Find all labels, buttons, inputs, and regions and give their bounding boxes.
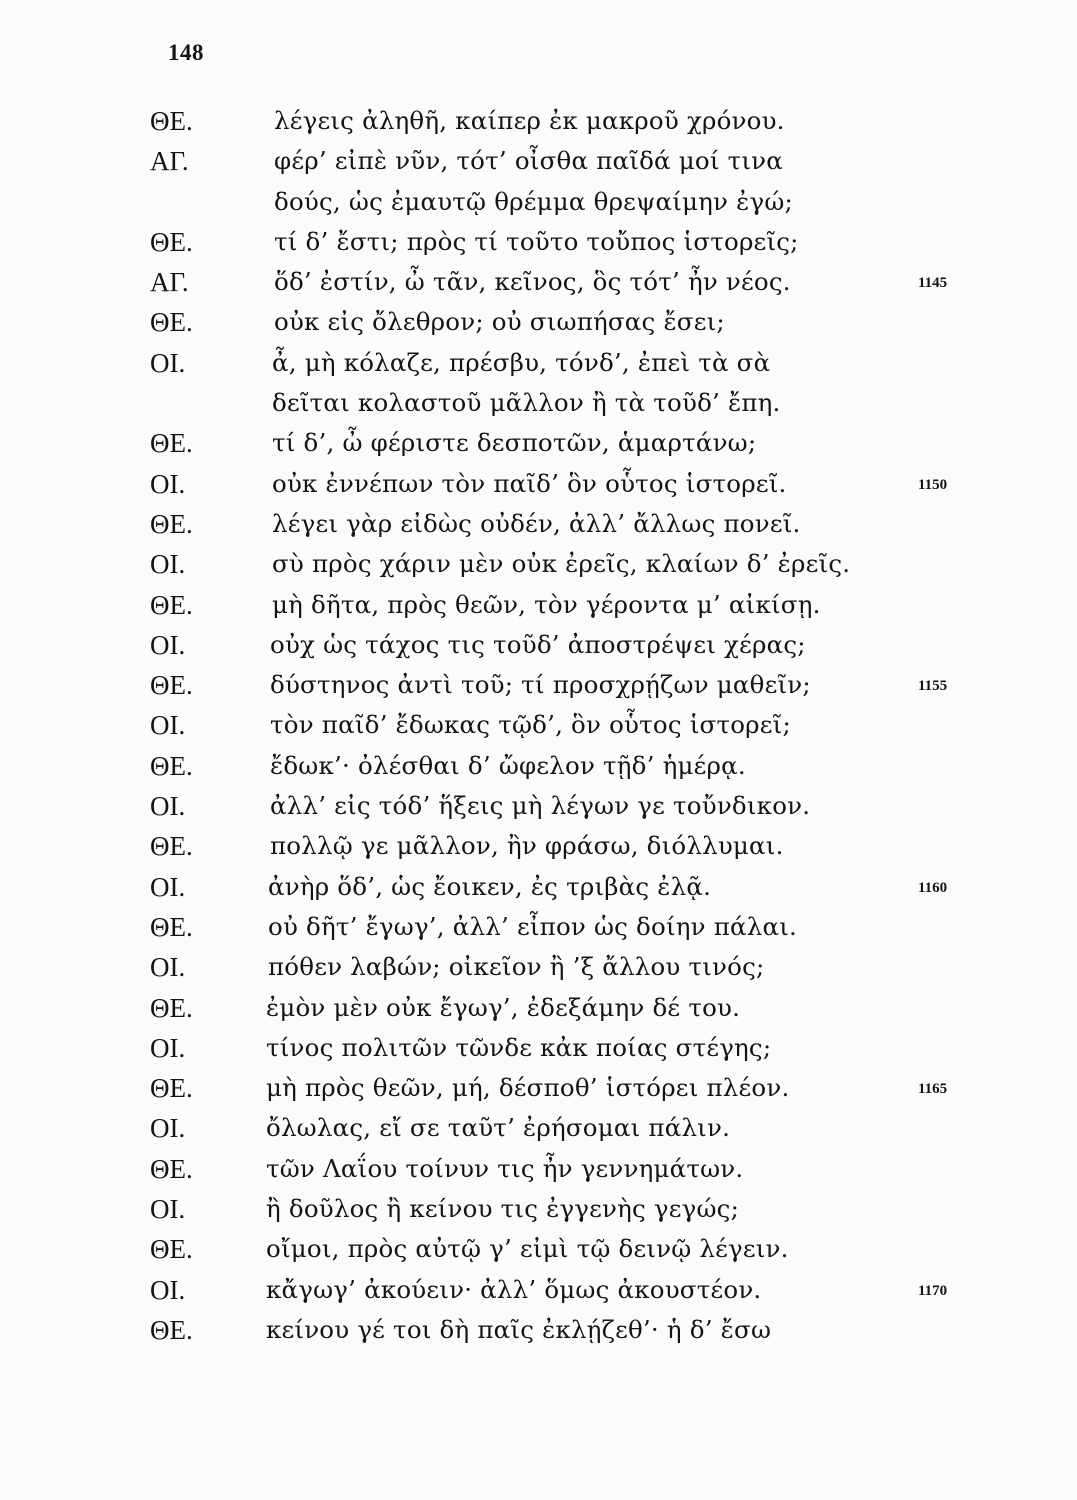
speaker-label: ΘΕ. — [150, 226, 193, 257]
verse-line — [0, 227, 1077, 267]
verse-text: φέρ’ εἰπὲ νῦν, τότ’ οἶσθα παῖδά μοί τινα — [274, 146, 784, 176]
verse-text: οἴμοι, πρὸς αὐτῷ γ’ εἰμὶ τῷ δεινῷ λέγειν. — [266, 1234, 789, 1264]
verse-line — [0, 791, 1077, 831]
verse-text: οὐκ εἰς ὄλεθρον; οὐ σιωπήσας ἔσει; — [274, 307, 725, 337]
verse-line — [0, 952, 1077, 992]
verse-line — [0, 1113, 1077, 1153]
verse-text: τίνος πολιτῶν τῶνδε κἀκ ποίας στέγης; — [266, 1032, 772, 1062]
verse-text: ἔδωκ’· ὀλέσθαι δ’ ὤφελον τῇδ’ ἡμέρᾳ. — [270, 750, 746, 780]
line-number: 1165 — [918, 1081, 948, 1098]
verse-line — [0, 751, 1077, 791]
speaker-label: ΑΓ. — [150, 267, 189, 298]
speaker-label: ΘΕ. — [150, 992, 193, 1023]
verse-line — [0, 993, 1077, 1033]
verse-line — [0, 1194, 1077, 1234]
verse-text: ἆ, μὴ κόλαζε, πρέσβυ, τόνδ’, ἐπεὶ τὰ σὰ — [272, 347, 771, 377]
verse-line — [0, 388, 1077, 428]
verse-text: σὺ πρὸς χάριν μὲν οὐκ ἐρεῖς, κλαίων δ’ ἐρεῖς. — [272, 549, 851, 579]
line-number: 1170 — [918, 1282, 948, 1299]
verse-line — [0, 1275, 1077, 1315]
verse-line — [0, 187, 1077, 227]
verse-line — [0, 469, 1077, 509]
speaker-label: ΘΕ. — [150, 1234, 193, 1265]
verse-line — [0, 1154, 1077, 1194]
speaker-label: ΟΙ. — [150, 1274, 186, 1305]
speaker-label: ΘΕ. — [150, 589, 193, 620]
verse-text: οὐ δῆτ’ ἔγωγ’, ἀλλ’ εἶπον ὡς δοίην πάλαι. — [268, 911, 798, 941]
verse-line — [0, 670, 1077, 710]
line-number: 1150 — [918, 476, 948, 493]
speaker-label: ΟΙ. — [150, 1194, 186, 1225]
speaker-label: ΟΙ. — [150, 791, 186, 822]
line-number: 1155 — [918, 678, 948, 695]
line-number: 1145 — [918, 275, 948, 292]
verse-text: τί δ’ ἔστι; πρὸς τί τοῦτο τοὔπος ἱστορεῖς; — [274, 226, 799, 256]
verse-line — [0, 1234, 1077, 1274]
speaker-label: ΘΕ. — [150, 911, 193, 942]
verse-line — [0, 1033, 1077, 1073]
verse-line — [0, 348, 1077, 388]
speaker-label: ΟΙ. — [150, 1032, 186, 1063]
verse-line — [0, 912, 1077, 952]
line-number: 1160 — [918, 879, 948, 896]
verse-line — [0, 549, 1077, 589]
verse-line — [0, 872, 1077, 912]
verse-line — [0, 106, 1077, 146]
verse-text: ἀνὴρ ὅδ’, ὡς ἔοικεν, ἐς τριβὰς ἐλᾷ. — [268, 871, 712, 901]
verse-text: τὸν παῖδ’ ἔδωκας τῷδ’, ὃν οὗτος ἱστορεῖ; — [270, 710, 791, 740]
verse-line — [0, 267, 1077, 307]
verse-line — [0, 630, 1077, 670]
verse-text: ὅδ’ ἐστίν, ὦ τᾶν, κεῖνος, ὃς τότ’ ἦν νέος. — [274, 267, 791, 297]
verse-line — [0, 428, 1077, 468]
verse-text: μὴ δῆτα, πρὸς θεῶν, τὸν γέροντα μ’ αἰκίσῃ. — [272, 589, 821, 619]
speaker-label: ΟΙ. — [150, 1113, 186, 1144]
verse-line — [0, 509, 1077, 549]
verse-text: οὐχ ὡς τάχος τις τοῦδ’ ἀποστρέψει χέρας; — [270, 629, 806, 659]
verse-text: κείνου γέ τοι δὴ παῖς ἐκλῄζεθ’· ἡ δ’ ἔσω — [266, 1314, 772, 1344]
speaker-label: ΘΕ. — [150, 750, 193, 781]
verse-text: δούς, ὡς ἐμαυτῷ θρέμμα θρεψαίμην ἐγώ; — [274, 186, 793, 216]
speaker-label: ΘΕ. — [150, 508, 193, 539]
verse-text: κἄγωγ’ ἀκούειν· ἀλλ’ ὅμως ἀκουστέον. — [266, 1274, 762, 1304]
verse-line — [0, 307, 1077, 347]
speaker-label: ΘΕ. — [150, 831, 193, 862]
verse-text: λέγεις ἀληθῆ, καίπερ ἐκ μακροῦ χρόνου. — [274, 106, 785, 135]
speaker-label: ΟΙ. — [150, 710, 186, 741]
verse-text: ἐμὸν μὲν οὐκ ἔγωγ’, ἐδεξάμην δέ του. — [266, 992, 741, 1022]
verse-line — [0, 710, 1077, 750]
speaker-label: ΑΓ. — [150, 146, 189, 177]
verse-text: τί δ’, ὦ φέριστε δεσποτῶν, ἁμαρτάνω; — [272, 428, 757, 458]
verse-text: δεῖται κολαστοῦ μᾶλλον ἢ τὰ τοῦδ’ ἔπη. — [272, 388, 781, 418]
verse-text: δύστηνος ἀντὶ τοῦ; τί προσχρῄζων μαθεῖν; — [270, 670, 811, 700]
verse-line — [0, 831, 1077, 871]
verse-text: μὴ πρὸς θεῶν, μή, δέσποθ’ ἱστόρει πλέον. — [266, 1073, 790, 1103]
speaker-label: ΟΙ. — [150, 468, 186, 499]
verse-line — [0, 1315, 1077, 1355]
speaker-label: ΟΙ. — [150, 952, 186, 983]
verse-lines — [0, 106, 1077, 1355]
speaker-label: ΟΙ. — [150, 871, 186, 902]
verse-text: ὄλωλας, εἴ σε ταῦτ’ ἐρήσομαι πάλιν. — [266, 1113, 731, 1143]
speaker-label: ΘΕ. — [150, 307, 193, 338]
speaker-label: ΘΕ. — [150, 670, 193, 701]
speaker-label: ΘΕ. — [150, 1073, 193, 1104]
speaker-label: ΟΙ. — [150, 549, 186, 580]
speaker-label: ΘΕ. — [150, 428, 193, 459]
verse-line — [0, 1073, 1077, 1113]
verse-text: λέγει γὰρ εἰδὼς οὐδέν, ἀλλ’ ἄλλως πονεῖ. — [272, 508, 801, 538]
verse-text: πολλῷ γε μᾶλλον, ἢν φράσω, διόλλυμαι. — [270, 831, 784, 861]
speaker-label: ΟΙ. — [150, 629, 186, 660]
verse-line — [0, 146, 1077, 186]
speaker-label: ΘΕ. — [150, 106, 193, 136]
verse-text: ἀλλ’ εἰς τόδ’ ἥξεις μὴ λέγων γε τοὔνδικον. — [270, 791, 811, 821]
speaker-label: ΘΕ. — [150, 1314, 193, 1345]
verse-line — [0, 590, 1077, 630]
verse-text: πόθεν λαβών; οἰκεῖον ἢ ’ξ ἄλλου τινός; — [268, 952, 765, 982]
page-number: 148 — [168, 40, 204, 65]
speaker-label: ΟΙ. — [150, 347, 186, 378]
verse-text: οὐκ ἐννέπων τὸν παῖδ’ ὃν οὗτος ἱστορεῖ. — [272, 468, 787, 498]
verse-text: τῶν Λαΐου τοίνυν τις ἦν γεννημάτων. — [266, 1153, 744, 1183]
verse-text: ἢ δοῦλος ἢ κείνου τις ἐγγενὴς γεγώς; — [266, 1194, 740, 1224]
speaker-label: ΘΕ. — [150, 1153, 193, 1184]
